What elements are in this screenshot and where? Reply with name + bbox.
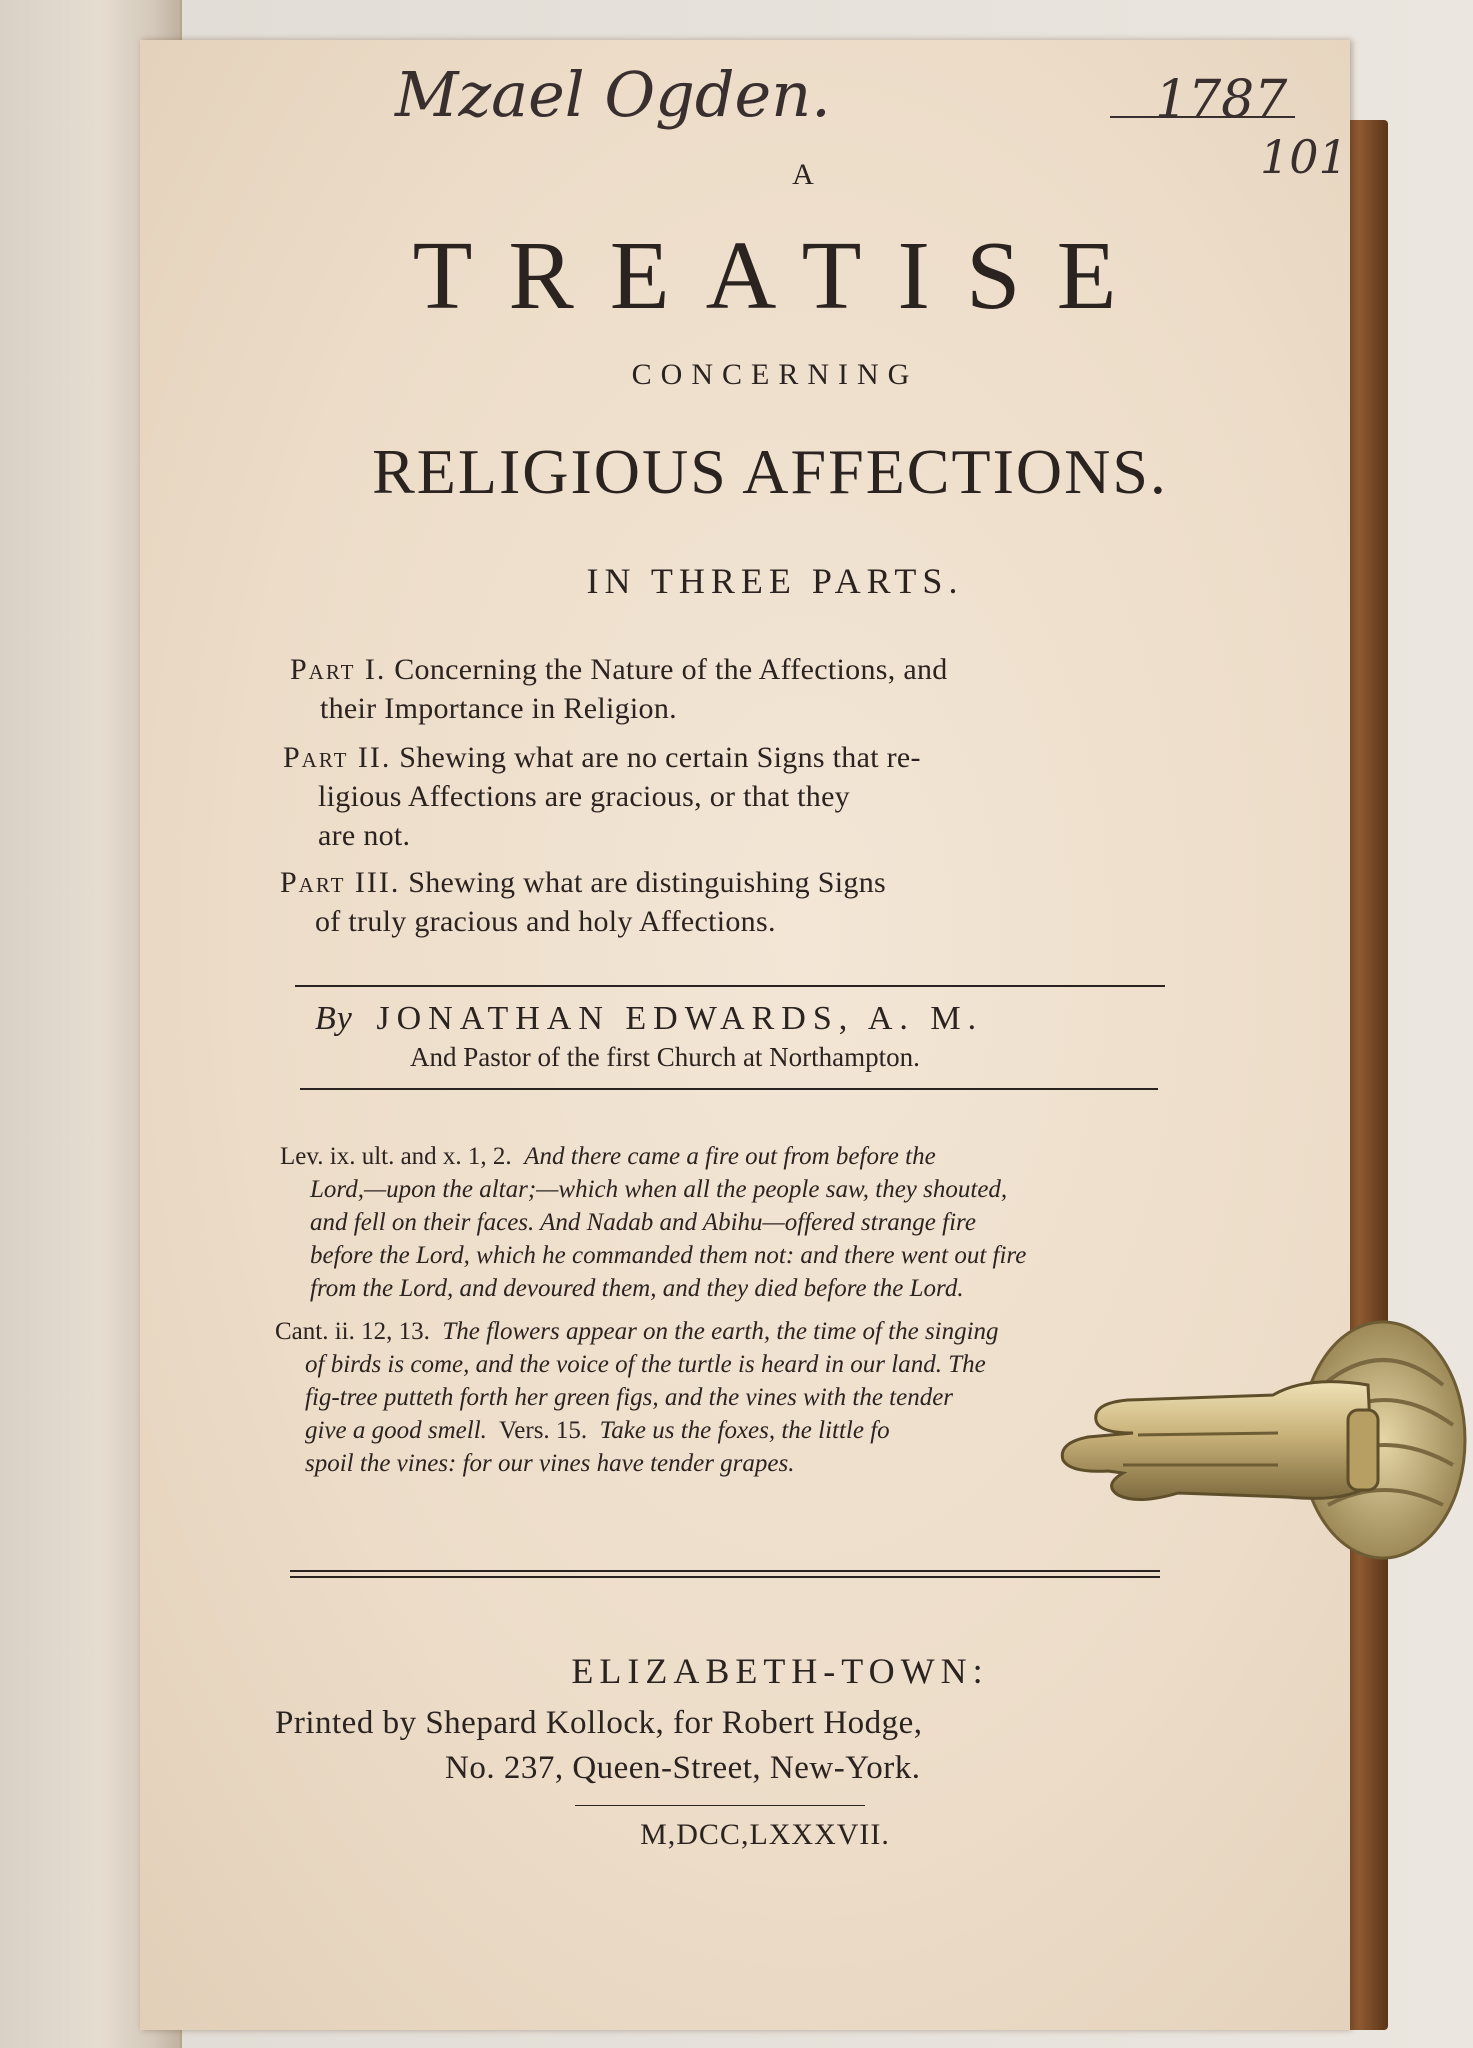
part-3 <box>280 863 886 941</box>
epigraph-text: spoil the vines: for our vines have tender grapes. <box>305 1450 795 1477</box>
epigraph-text: from the Lord, and devoured them, and they died before the Lord. <box>310 1275 964 1302</box>
part-text: are not. <box>318 819 411 852</box>
epigraph-text: Lord,—upon the altar;—which when all the people saw, they shouted, <box>310 1176 1008 1203</box>
title-parts-heading: IN THREE PARTS. <box>586 561 964 601</box>
part-text: ligious Affections are gracious, or that they <box>318 780 850 813</box>
epigraph-ref: Vers. 15. <box>498 1417 588 1444</box>
author-position: And Pastor of the first Church at Northampton. <box>410 1042 920 1072</box>
author-by: By <box>315 1000 353 1037</box>
part-text: Concerning the Nature of the Affections, and <box>394 653 948 686</box>
author-rule-top <box>295 985 1165 987</box>
inscription-year: 1787 <box>1155 70 1288 130</box>
hand-shape <box>1062 1382 1373 1500</box>
epigraph-text: The flowers appear on the earth, the time of the singing <box>442 1318 999 1345</box>
epigraph-canticles <box>275 1315 1175 1480</box>
epigraph-text: give a good smell. <box>305 1417 487 1444</box>
part-text: Shewing what are distinguishing Signs <box>408 866 886 899</box>
author-rule-bottom <box>300 1088 1158 1090</box>
title-main: TREATISE <box>412 222 1153 330</box>
title-concerning: CONCERNING <box>631 358 919 391</box>
owner-signature: Mzael Ogden. <box>395 58 831 131</box>
author-line <box>315 1000 983 1038</box>
cuff-shape <box>1348 1410 1378 1490</box>
imprint-printer: Printed by Shepard Kollock, for Robert Hodge, <box>275 1705 923 1741</box>
epigraph-text: fig-tree putteth forth her green figs, and the vines with the tender <box>305 1384 954 1411</box>
epigraph-text: before the Lord, which he commanded them not: and there went out fire <box>310 1242 1027 1269</box>
title-page <box>140 40 1350 2030</box>
part-text: of truly gracious and holy Affections. <box>315 905 776 938</box>
part-label: Part I. <box>290 653 387 686</box>
part-label: Part II. <box>283 741 392 774</box>
epigraph-ref: Cant. ii. 12, 13. <box>275 1318 430 1345</box>
epigraph-text: of birds is come, and the voice of the turtle is heard in our land. The <box>305 1351 986 1378</box>
part-label: Part III. <box>280 866 401 899</box>
epigraph-ref: Lev. ix. ult. and x. 1, 2. <box>280 1143 512 1170</box>
inscription-underline <box>1110 116 1295 118</box>
imprint-date-rule <box>575 1805 865 1806</box>
imprint-date: M,DCC,LXXXVII. <box>640 1818 890 1851</box>
epigraph-text: Take us the foxes, the little fo <box>599 1417 890 1444</box>
part-text: Shewing what are no certain Signs that re- <box>399 741 921 774</box>
part-1 <box>290 650 948 728</box>
epigraph-text: and fell on their faces. And Nadab and Abihu—offered strange fire <box>310 1209 976 1236</box>
imprint-double-rule <box>290 1570 1160 1578</box>
brass-hand-clip <box>1048 1315 1473 1585</box>
inscription-number: 101 <box>1260 130 1348 184</box>
epigraph-text: And there came a fire out from before the <box>524 1143 936 1170</box>
part-text: their Importance in Religion. <box>320 692 677 725</box>
imprint-address: No. 237, Queen-Street, New-York. <box>445 1750 921 1786</box>
title-article: A <box>792 158 818 191</box>
imprint-place: ELIZABETH-TOWN: <box>571 1651 989 1691</box>
title-subject: RELIGIOUS AFFECTIONS. <box>372 436 1168 507</box>
author-name: JONATHAN EDWARDS, A. M. <box>376 1000 984 1037</box>
part-2 <box>283 738 921 855</box>
epigraph-leviticus <box>280 1140 1180 1305</box>
